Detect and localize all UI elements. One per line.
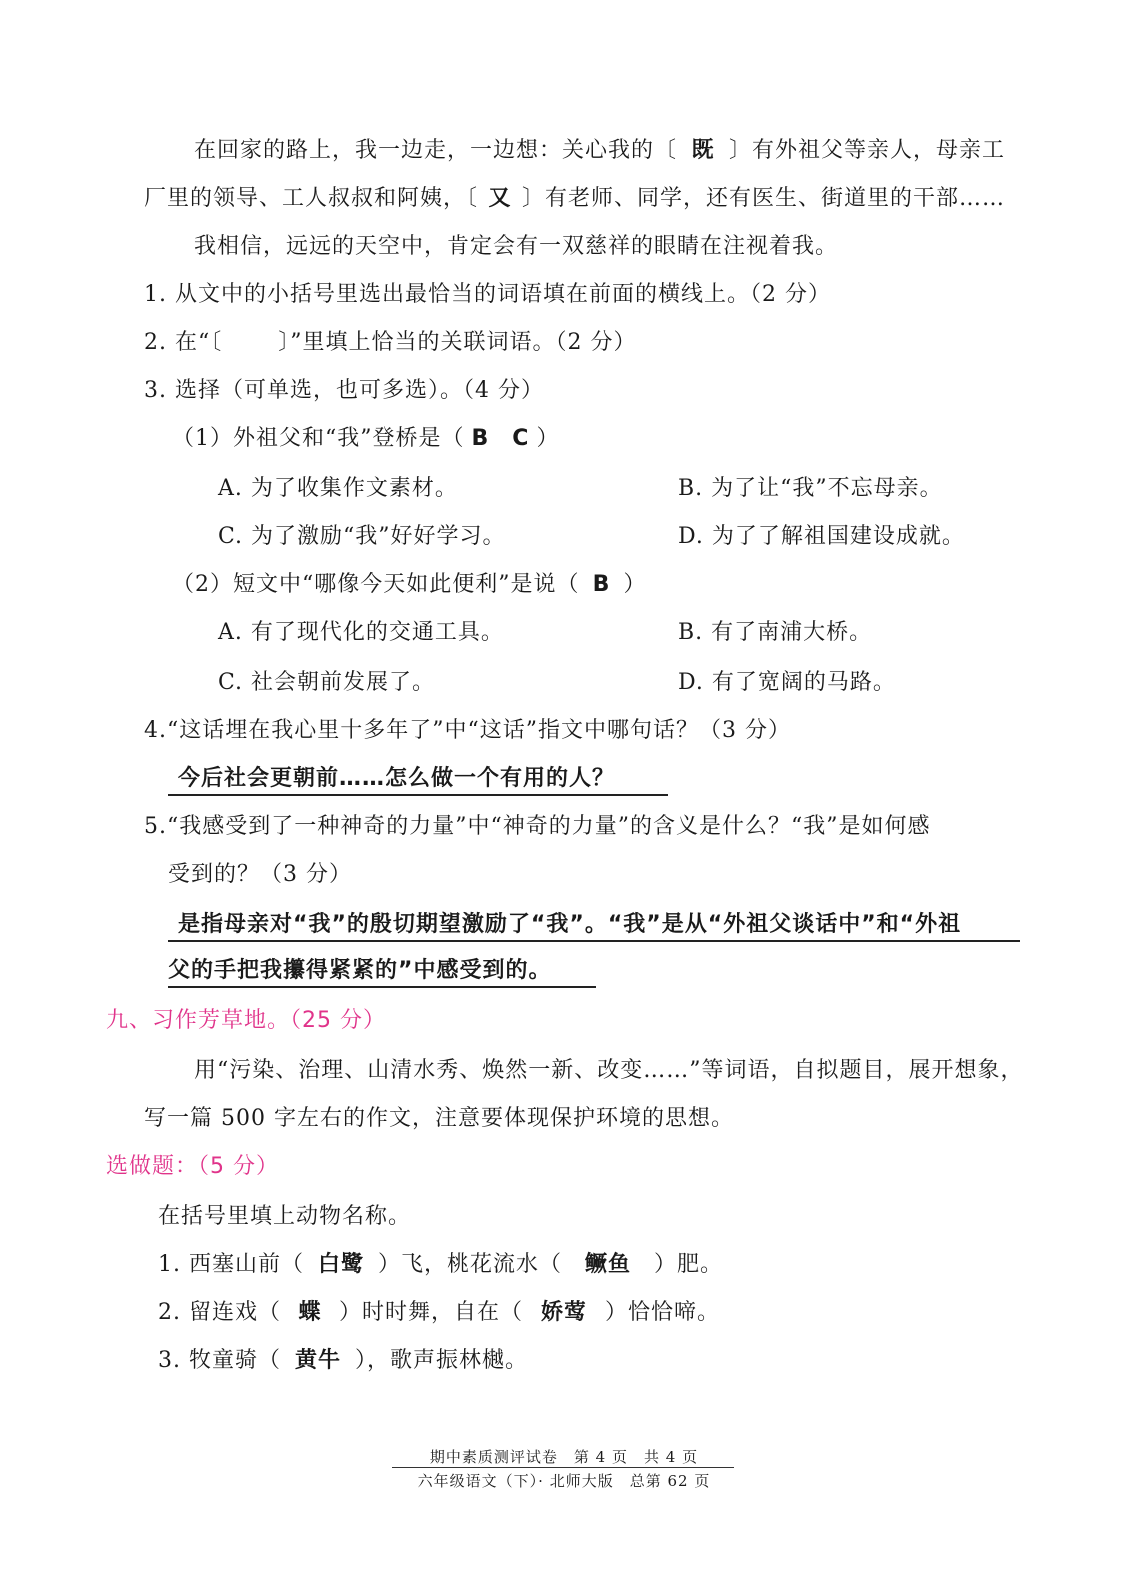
optional-item-3 (158, 1346, 528, 1376)
question-text: 〕”里填上恰当的关联词语。（2 分） (278, 330, 637, 355)
answer-5-line-1: 是指母亲对“我”的殷切期望激励了“我”。“我”是从“外祖父谈话中”和“外祖 (178, 912, 962, 937)
answer-4-underline (168, 794, 668, 796)
answer-opt-2b: 娇莺 (540, 1300, 587, 1325)
section-9-title: 九、习作芳草地。（25 分） (106, 1008, 386, 1033)
answer-5-underline-2 (168, 986, 596, 988)
answer-opt-1b: 鳜鱼 (584, 1252, 631, 1277)
item-text: 2. 留连戏（ (158, 1300, 281, 1325)
option-3-1-d: D. 为了了解祖国建设成就。 (678, 524, 965, 549)
passage-text: 〕有老师、同学，还有医生、街道里的干部…… (522, 186, 1006, 211)
question-5-line-1: 5.“我感受到了一种神奇的力量”中“神奇的力量”的含义是什么？“我”是如何感 (144, 814, 931, 839)
answer-5-underline-1 (168, 940, 1020, 942)
passage-line-3: 我相信，远远的天空中，肯定会有一双慈祥的眼睛在注视着我。 (194, 234, 839, 259)
optional-intro: 在括号里填上动物名称。 (158, 1204, 412, 1229)
optional-title: 选做题：（5 分） (106, 1154, 279, 1179)
answer-5-line-2: 父的手把我攥得紧紧的”中感受到的。 (168, 958, 552, 983)
passage-text: 〕有外祖父等亲人，母亲工 (729, 138, 1006, 163)
answer-opt-2a: 蝶 (298, 1300, 322, 1325)
answer-blank-1: 既 (691, 138, 715, 163)
item-text: 1. 西塞山前（ (158, 1252, 304, 1277)
optional-item-1 (158, 1250, 723, 1280)
option-3-1-c: C. 为了激励“我”好好学习。 (218, 524, 506, 549)
question-1: 1. 从文中的小括号里选出最恰当的词语填在前面的横线上。（2 分） (144, 282, 831, 307)
option-3-1-a: A. 为了收集作文素材。 (218, 476, 458, 501)
option-3-2-d: D. 有了宽阔的马路。 (678, 670, 896, 695)
passage-text: 在回家的路上，我一边走，一边想：关心我的〔 (194, 138, 678, 163)
answer-4: 今后社会更朝前……怎么做一个有用的人？ (178, 766, 616, 791)
question-5-line-2: 受到的？（3 分） (168, 862, 352, 887)
answer-blank-2: 又 (488, 186, 512, 211)
item-text: ）肥。 (654, 1252, 724, 1277)
section-9-line-1: 用“污染、治理、山清水秀、焕然一新、改变……”等词语，自拟题目，展开想象， (194, 1058, 1024, 1083)
question-text: 2. 在“〔 (144, 330, 223, 355)
passage-line-2 (144, 184, 1005, 214)
question-3-2-stem (172, 570, 647, 600)
option-3-2-c: C. 社会朝前发展了。 (218, 670, 436, 695)
option-3-1-b: B. 为了让“我”不忘母亲。 (678, 476, 943, 501)
question-text: （2）短文中“哪像今天如此便利”是说（ (172, 572, 580, 597)
passage-line-1 (194, 136, 1005, 166)
question-3: 3. 选择（可单选，也可多选）。（4 分） (144, 378, 544, 403)
item-text: ）飞，桃花流水（ (377, 1252, 562, 1277)
passage-text: 厂里的领导、工人叔叔和阿姨，〔 (144, 186, 479, 211)
answer-opt-1a: 白鹭 (317, 1252, 364, 1277)
question-text: ） (623, 572, 647, 597)
footer-divider (392, 1467, 734, 1468)
question-2 (144, 328, 636, 358)
question-text: ） (536, 426, 560, 451)
item-text: 3. 牧童骑（ (158, 1348, 281, 1373)
option-3-2-b: B. 有了南浦大桥。 (678, 620, 873, 645)
answer-3-2: B (592, 572, 611, 597)
item-text: ）时时舞，自在（ (338, 1300, 523, 1325)
item-text: ）恰恰啼。 (605, 1300, 721, 1325)
footer-line-2: 六年级语文（下）· 北师大版 总第 62 页 (417, 1472, 711, 1490)
optional-item-2 (158, 1298, 720, 1328)
question-4: 4.“这话埋在我心里十多年了”中“这话”指文中哪句话？（3 分） (144, 718, 791, 743)
answer-opt-3a: 黄牛 (294, 1348, 341, 1373)
option-3-2-a: A. 有了现代化的交通工具。 (218, 620, 504, 645)
question-text: （1）外祖父和“我”登桥是（ (172, 426, 465, 451)
section-9-line-2: 写一篇 500 字左右的作文，注意要体现保护环境的思想。 (144, 1106, 734, 1131)
item-text: ），歌声振林樾。 (354, 1348, 528, 1373)
answer-3-1: B C (471, 426, 530, 451)
footer-line-1: 期中素质测评试卷 第 4 页 共 4 页 (429, 1448, 699, 1466)
question-3-1-stem (172, 424, 560, 454)
